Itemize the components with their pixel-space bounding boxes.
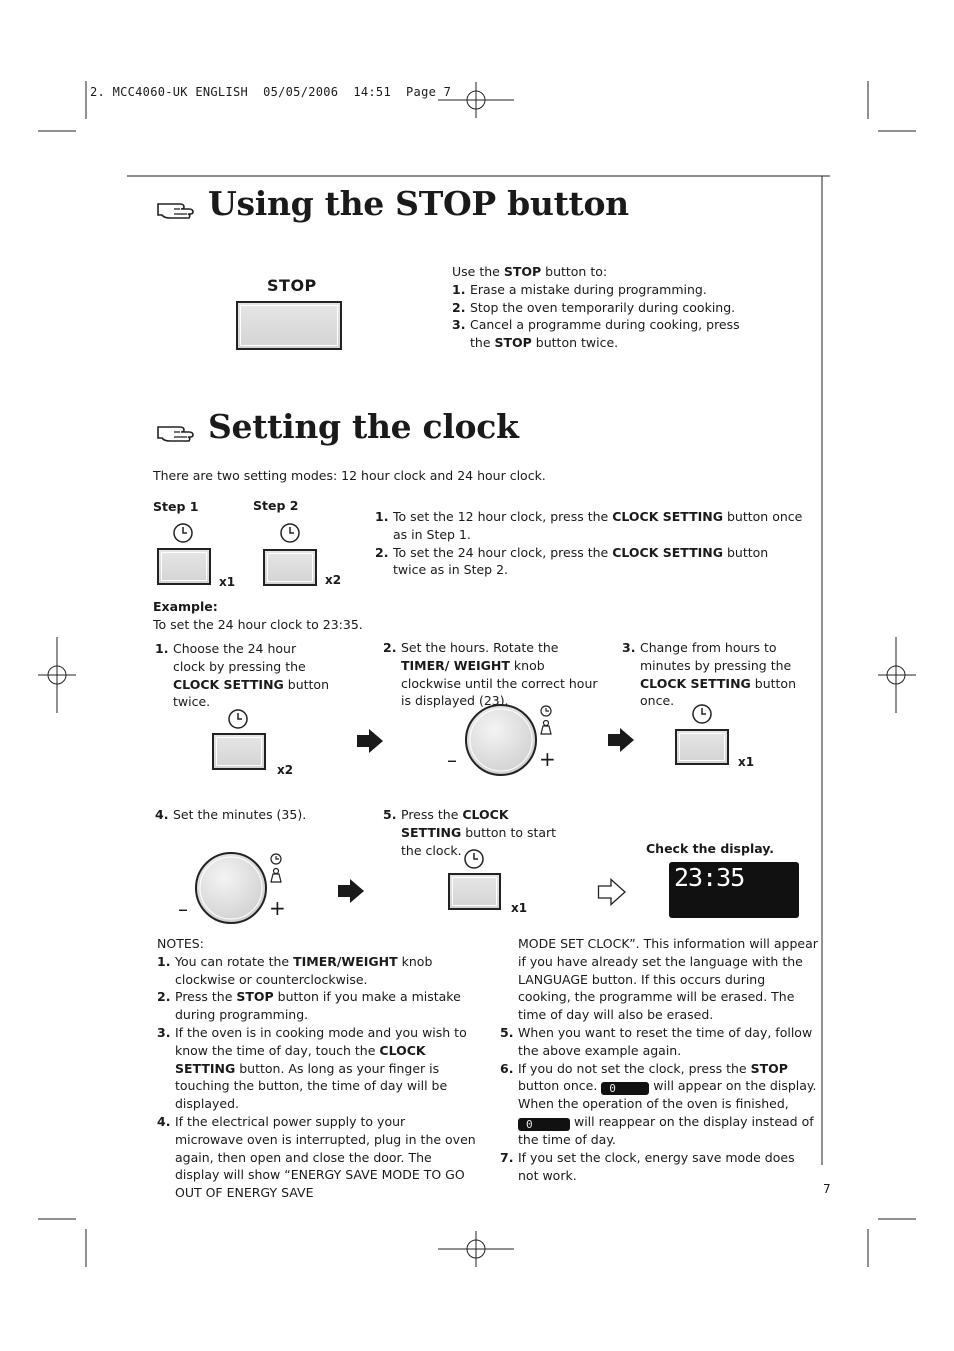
text-part: will reappear on the display instead of the time of day. <box>518 1114 814 1148</box>
clock-setting-button[interactable] <box>675 729 729 765</box>
text-part: will appear on the display. When the operation of the oven is finished, <box>518 1078 817 1112</box>
note-item <box>157 1024 477 1113</box>
item-text <box>175 1024 477 1113</box>
item-number: 2. <box>383 640 397 655</box>
list-item <box>452 281 742 299</box>
clock-section-title: Setting the clock <box>208 407 519 446</box>
clock-intro: There are two setting modes: 12 hour clock and 24 hour clock. <box>153 468 546 483</box>
text-bold: STOP <box>494 335 532 351</box>
press-count: x2 <box>277 763 294 777</box>
text-part: button once. <box>518 1078 602 1094</box>
item-number: 6. <box>500 1060 514 1076</box>
item-text <box>640 639 820 710</box>
clock-icon <box>227 708 249 730</box>
clock-icon <box>172 522 194 544</box>
text-part: button twice. <box>531 335 619 351</box>
clock-setting-button[interactable] <box>263 549 317 586</box>
item-number: 7. <box>500 1149 514 1165</box>
press-count: x1 <box>738 755 755 769</box>
text-part: button. As long as your finger is touching the button, the time of day will be displayed. <box>175 1060 448 1112</box>
text-bold: CLOCK SETTING <box>612 544 724 560</box>
clock-icon <box>691 703 713 725</box>
notes-heading: NOTES: <box>157 936 204 951</box>
text-bold: STOP <box>750 1060 788 1076</box>
arrow-right-icon <box>337 878 365 904</box>
note-item <box>500 1149 818 1185</box>
notes-left <box>157 935 477 1202</box>
item-number: 3. <box>622 640 636 655</box>
text-part: Choose the 24 hour clock by pressing the <box>173 641 306 674</box>
clock-icon <box>463 848 485 870</box>
text-part: button once as in Step 1. <box>393 509 803 542</box>
text-bold: CLOCK SETTING <box>401 807 509 840</box>
text-part: Press the <box>401 807 463 822</box>
text-part: Change from hours to minutes by pressing the <box>640 640 792 673</box>
text-part: button twice as in Step 2. <box>393 544 769 578</box>
clock-icon <box>279 522 301 544</box>
pointing-hand-icon <box>156 195 198 221</box>
step1-label: Step 1 <box>153 499 199 514</box>
text-bold: TIMER/ WEIGHT <box>401 657 510 673</box>
text-part: If the oven is in cooking mode and you wish to know the time of day, touch the <box>175 1024 467 1058</box>
item-text <box>173 640 330 711</box>
stop-intro-post: button to: <box>541 264 608 279</box>
item-number: 2. <box>375 544 389 560</box>
display-value: 23:35 <box>674 863 745 892</box>
list-item <box>452 316 742 352</box>
step-3-text <box>622 639 820 710</box>
arrow-right-icon <box>607 727 635 753</box>
text-bold: CLOCK SETTING <box>175 1042 426 1076</box>
item-text: Set the minutes (35). <box>173 807 307 822</box>
list-item <box>375 544 805 580</box>
item-number: 1. <box>155 641 169 656</box>
text-part: knob clockwise until the correct hour is displayed (23). <box>401 657 598 709</box>
text-bold: CLOCK SETTING <box>612 509 724 524</box>
text-part: Set the hours. Rotate the <box>401 640 559 655</box>
step2-label: Step 2 <box>253 498 299 513</box>
item-text: Stop the oven temporarily during cooking. <box>470 299 736 315</box>
notes-right <box>500 935 818 1185</box>
item-text <box>175 988 477 1024</box>
item-number: 4. <box>157 1113 171 1129</box>
zero-display: 0 <box>601 1082 649 1095</box>
stop-button[interactable] <box>236 301 342 350</box>
item-text <box>393 544 805 580</box>
list-item <box>375 508 805 544</box>
step-4-text <box>155 806 355 824</box>
list-item <box>452 299 742 317</box>
text-part: Cancel a programme during cooking, press the <box>470 317 740 351</box>
item-number: 2. <box>452 299 466 315</box>
clock-modes <box>375 508 805 579</box>
example-label: Example: <box>153 599 218 614</box>
item-number: 1. <box>375 509 389 524</box>
note-item <box>500 1060 818 1149</box>
item-number: 5. <box>500 1024 514 1040</box>
item-text <box>393 508 805 544</box>
note-continuation: MODE SET CLOCK”. This information will appear if you have already set the language with the LANGUAGE button. If this occurs during cooking, the programme will be erased. The time of day will also be erased. <box>518 936 818 1023</box>
item-number: 3. <box>157 1024 171 1040</box>
stop-button-label: STOP <box>267 276 317 295</box>
text-part: button once. <box>640 675 796 709</box>
note-item <box>500 1024 818 1060</box>
note-item <box>157 1113 477 1202</box>
text-part: button if you make a mistake during programming. <box>175 989 461 1023</box>
clock-display <box>669 862 799 918</box>
example-text: To set the 24 hour clock to 23:35. <box>153 617 363 632</box>
item-number: 3. <box>452 317 466 333</box>
item-text <box>518 1060 818 1149</box>
text-bold: CLOCK SETTING <box>173 676 284 692</box>
text-part: knob clockwise or counterclockwise. <box>175 953 433 987</box>
item-text: When you want to reset the time of day, follow the above example again. <box>518 1024 813 1058</box>
text-part: button twice. <box>173 676 329 710</box>
arrow-outline-icon <box>597 878 627 906</box>
knob-minus-label: – <box>447 748 457 772</box>
text-bold: TIMER/WEIGHT <box>293 953 398 969</box>
item-number: 1. <box>157 953 171 969</box>
item-text <box>401 806 573 859</box>
knob-plus-label: + <box>539 747 556 771</box>
pointing-hand-icon <box>156 418 198 444</box>
text-part: button to start the clock. <box>401 824 557 858</box>
note-item <box>157 988 477 1024</box>
item-number: 5. <box>383 807 397 822</box>
text-bold: CLOCK SETTING <box>640 675 751 691</box>
text-part: To set the 12 hour clock, press the <box>393 509 613 524</box>
page-number: 7 <box>823 1182 831 1196</box>
stop-section-title: Using the STOP button <box>208 184 629 223</box>
knob-minus-label: – <box>178 897 188 921</box>
item-text <box>175 953 477 989</box>
item-text: Erase a mistake during programming. <box>470 281 707 297</box>
clock-setting-button[interactable] <box>448 873 501 910</box>
item-text <box>470 316 742 352</box>
clock-setting-button[interactable] <box>157 548 211 585</box>
note-item <box>157 953 477 989</box>
arrow-right-icon <box>356 728 384 754</box>
text-bold: STOP <box>236 989 274 1005</box>
item-number: 1. <box>452 281 466 297</box>
zero-display: 0 <box>518 1118 570 1131</box>
press-count: x2 <box>325 573 342 587</box>
text-part: To set the 24 hour clock, press the <box>393 544 613 560</box>
knob-plus-label: + <box>269 896 286 920</box>
item-text: If the electrical power supply to your microwave oven is interrupted, plug in the oven again, then open and close the door. The display will show “ENERGY SAVE MODE TO GO OUT OF ENERGY SAVE <box>175 1113 476 1201</box>
item-text: If you set the clock, energy save mode does not work. <box>518 1149 795 1183</box>
text-part: If you do not set the clock, press the <box>518 1060 751 1076</box>
press-count: x1 <box>219 575 236 589</box>
print-header: 2. MCC4060-UK ENGLISH 05/05/2006 14:51 Page 7 <box>90 85 452 99</box>
stop-intro: Use the <box>452 264 504 279</box>
item-number: 4. <box>155 807 169 822</box>
item-number: 2. <box>157 989 171 1005</box>
check-display-label: Check the display. <box>646 841 775 856</box>
text-part: Press the <box>175 989 237 1005</box>
stop-instructions <box>452 263 742 352</box>
press-count: x1 <box>511 901 528 915</box>
step-1-text <box>155 640 330 711</box>
clock-setting-button[interactable] <box>212 733 266 770</box>
stop-intro-bold: STOP <box>503 264 542 279</box>
text-part: You can rotate the <box>175 953 294 969</box>
